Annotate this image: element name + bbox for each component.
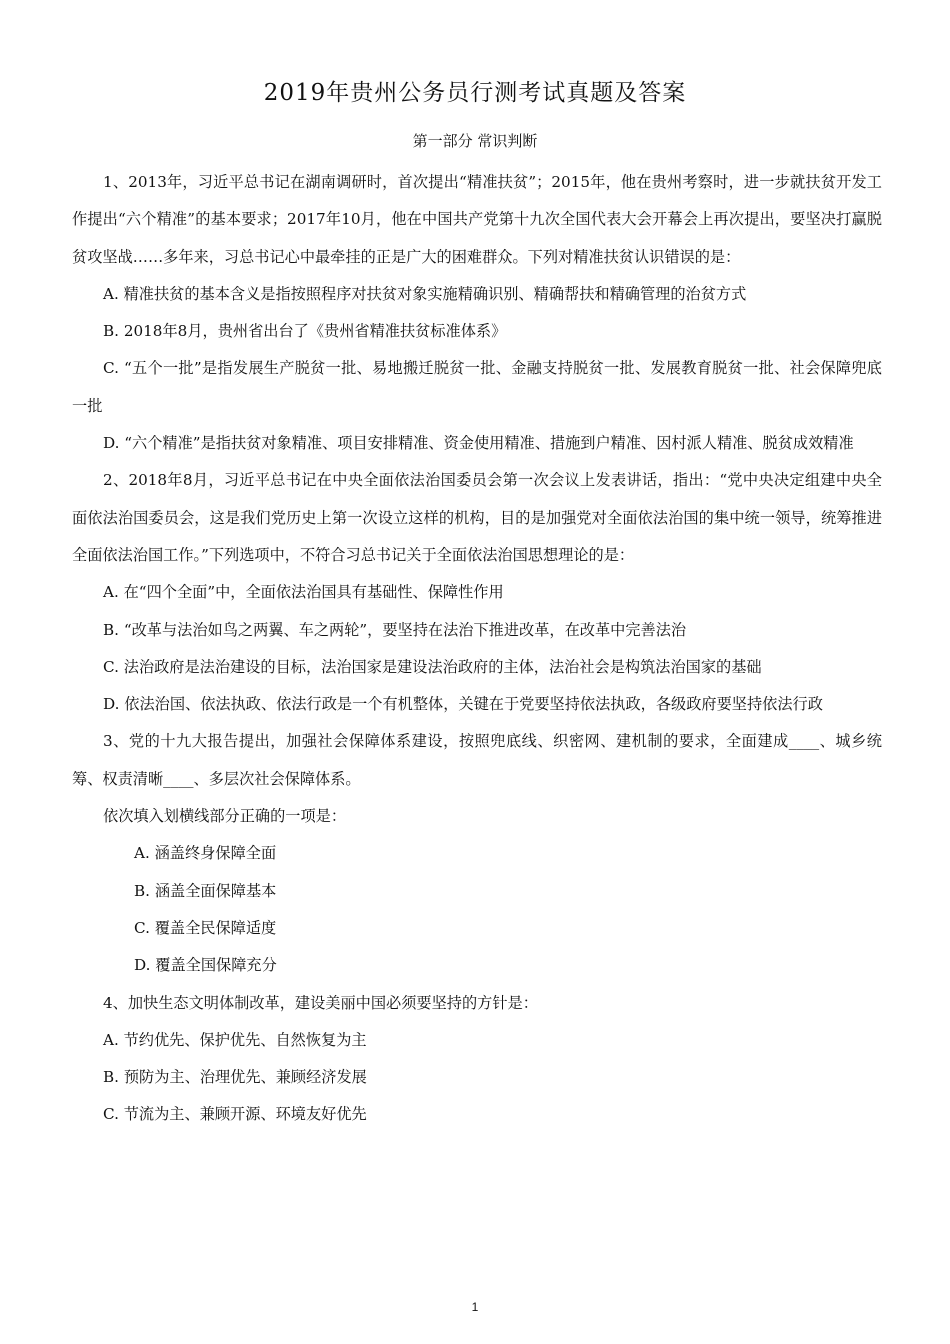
question-3-option-d [72,947,882,984]
question-4-option-c: C. 节流为主、兼顾开源、环境友好优先 [103,1105,367,1124]
question-1-option-b: B. 2018年8月，贵州省出台了《贵州省精准扶贫标准体系》 [103,322,507,341]
section-heading: 第一部分 常识判断 [412,132,538,150]
document-body [72,164,882,1134]
question-4-stem: 4、加快生态文明体制改革，建设美丽中国必须要坚持的方针是： [103,993,538,1012]
question-3-option-c-second: 保障适度 [215,918,277,937]
question-2-stem: 2、2018年8月，习近平总书记在中央全面依法治国委员会第一次会议上发表讲话，指出：“党中央决定组建中央全面依法治国委员会，这是我们党历史上第一次设立这样的机构，目的是加强党对全面依法治国的集中统一领导，统筹推进全面依法治国工作。”下列选项中，不符合习总书记关于全面依法治国思想理论的是： [72,471,882,564]
document-title: 2019年贵州公务员行测考试真题及答案 [263,80,687,106]
question-1-option-c: C. “五个一批”是指发展生产脱贫一批、易地搬迁脱贫一批、金融支持脱贫一批、发展教育脱贫一批、社会保障兜底一批 [72,359,882,415]
question-1-option-a: A. 精准扶贫的基本含义是指按照程序对扶贫对象实施精确识别、精确帮扶和精确管理的治贫方式 [103,284,747,303]
question-3-prompt: 依次填入划横线部分正确的一项是： [103,807,346,826]
question-2-option-d: D. 依法治国、依法执政、依法行政是一个有机整体，关键在于党要坚持依法执政，各级政府要坚持依法行政 [103,695,823,714]
question-3-option-b [72,873,882,910]
question-3-option-a [72,835,882,872]
question-2-option-c: C. 法治政府是法治建设的目标，法治国家是建设法治政府的主体，法治社会是构筑法治国家的基础 [103,657,762,676]
question-3-option-c [72,910,882,947]
question-3-option-d-second: 保障充分 [216,956,277,975]
question-1-option-d: D. “六个精准”是指扶贫对象精准、项目安排精准、资金使用精准、措施到户精准、因村派人精准、脱贫成效精准 [103,434,854,453]
question-3-option-a-first: A. 涵盖终身 [134,844,216,863]
question-3-option-b-second: 保障基本 [215,881,277,900]
question-4-option-a: A. 节约优先、保护优先、自然恢复为主 [103,1030,367,1049]
question-3-option-d-first: D. 覆盖全国 [134,956,217,975]
question-2-option-b: B. “改革与法治如鸟之两翼、车之两轮”，要坚持在法治下推进改革，在改革中完善法治 [103,620,687,639]
question-3-option-a-second: 保障全面 [215,844,277,863]
question-3-option-b-first: B. 涵盖全面 [134,881,216,900]
question-3-stem: 3、党的十九大报告提出，加强社会保障体系建设，按照兜底线、织密网、建机制的要求，全面建成____、城乡统筹、权责清晰____、多层次社会保障体系。 [72,732,882,788]
question-3-option-c-first: C. 覆盖全民 [134,918,216,937]
question-2-option-a: A. 在“四个全面”中，全面依法治国具有基础性、保障性作用 [103,583,504,602]
question-1-stem: 1、2013年，习近平总书记在湖南调研时，首次提出“精准扶贫”；2015年，他在贵州考察时，进一步就扶贫开发工作提出“六个精准”的基本要求；2017年10月，他在中国共产党第十九次全国代表大会开幕会上再次提出，要坚决打赢脱贫攻坚战……多年来，习总书记心中最牵挂的正是广大的困难群众。下列对精准扶贫认识错误的是： [72,173,882,266]
question-4-option-b: B. 预防为主、治理优先、兼顾经济发展 [103,1068,367,1087]
page-number: 1 [471,1300,479,1314]
